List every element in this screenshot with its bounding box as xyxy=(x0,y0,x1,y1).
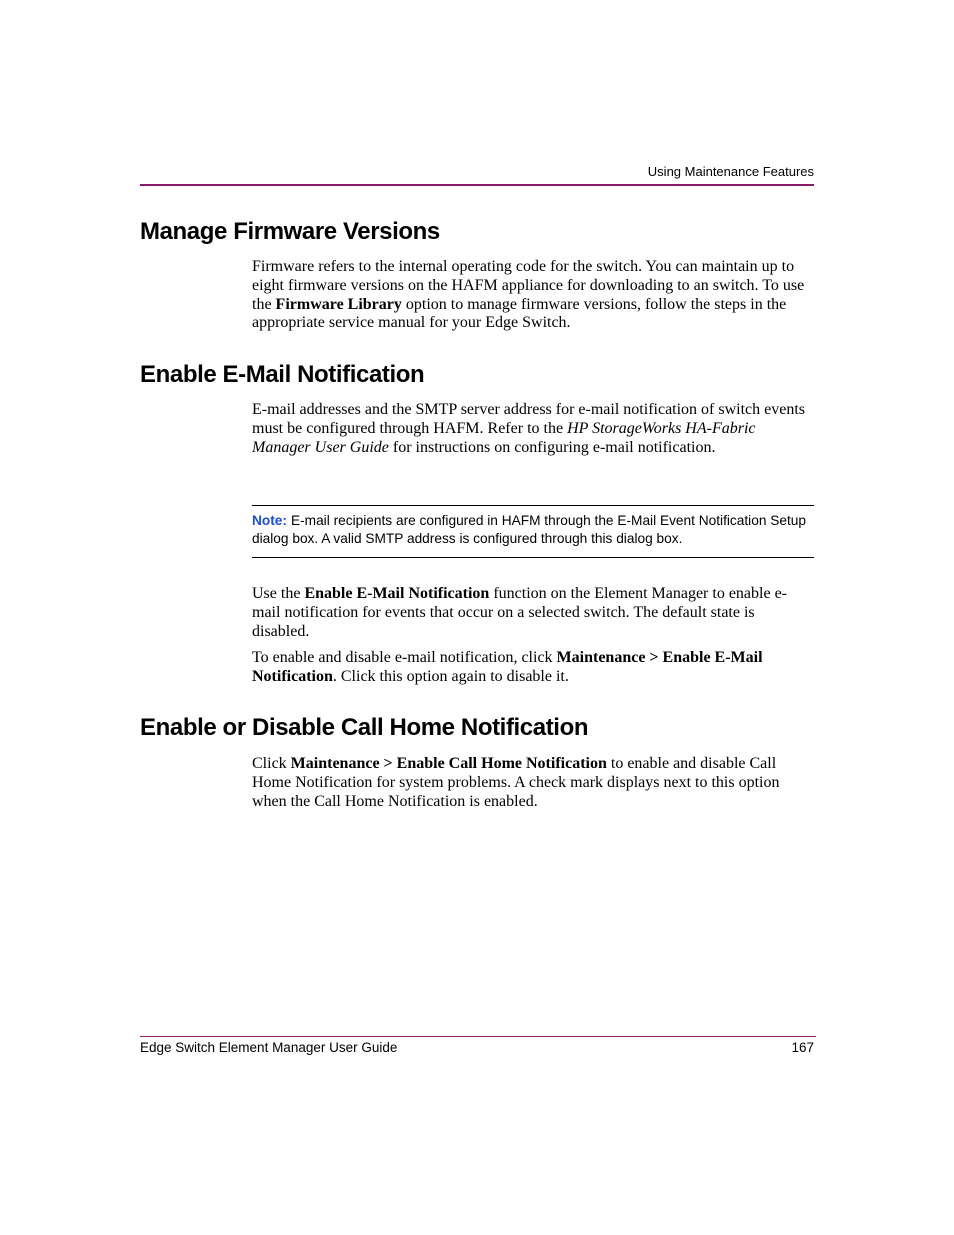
menu-path: Maintenance > Enable E-Mail Notification xyxy=(252,649,763,685)
note-box xyxy=(252,512,814,547)
header-rule xyxy=(140,184,814,186)
guide-reference: HP StorageWorks HA-Fabric Manager User Guide xyxy=(252,419,756,456)
paragraph-callhome: Click Maintenance > Enable Call Home Notification to enable and disable Call Home Notification for system problems. A check mark displays next to this option when the Call Home Notification is enabled. xyxy=(252,755,780,810)
section-heading-callhome: Enable or Disable Call Home Notification xyxy=(140,714,589,741)
note-top-rule xyxy=(252,505,814,506)
running-header: Using Maintenance Features xyxy=(647,164,814,179)
menu-path: Maintenance > Enable Call Home Notification xyxy=(290,755,607,772)
paragraph-firmware: Firmware refers to the internal operating code for the switch. You can maintain up to eight firmware versions on the HAFM appliance for downloading to an switch. To use the Firmware Library option to manage firmware versions, follow the steps in the appropriate service manual for your Edge Switch. xyxy=(252,258,805,332)
bold-term: Firmware Library xyxy=(275,295,402,313)
paragraph-email-function: Use the Enable E-Mail Notification function on the Element Manager to enable e-mail notification for events that occur on a selected switch. The default state is disabled. xyxy=(252,585,787,640)
bold-term: Enable E-Mail Notification xyxy=(304,585,490,602)
note-bottom-rule xyxy=(252,557,814,558)
paragraph-email-config: E-mail addresses and the SMTP server address for e-mail notification of switch events must be configured through HAFM. Refer to the HP StorageWorks HA-Fabric Manager User Guide for instructions on configuring e-mail notification. xyxy=(252,401,806,456)
note-label: Note: xyxy=(252,513,287,528)
footer-guide-title: Edge Switch Element Manager User Guide xyxy=(140,1040,398,1055)
note-text: E-mail recipients are configured in HAFM through the E-Mail Event Notification Setup dialog box. A valid SMTP address is configured through this dialog box. xyxy=(252,513,807,546)
paragraph-email-toggle: To enable and disable e-mail notification, click Maintenance > Enable E-Mail Notification. Click this option again to disable it. xyxy=(252,649,763,685)
section-heading-firmware: Manage Firmware Versions xyxy=(140,218,440,245)
footer-rule xyxy=(140,1036,816,1037)
section-heading-email: Enable E-Mail Notification xyxy=(140,361,425,388)
page-number: 167 xyxy=(791,1040,814,1055)
